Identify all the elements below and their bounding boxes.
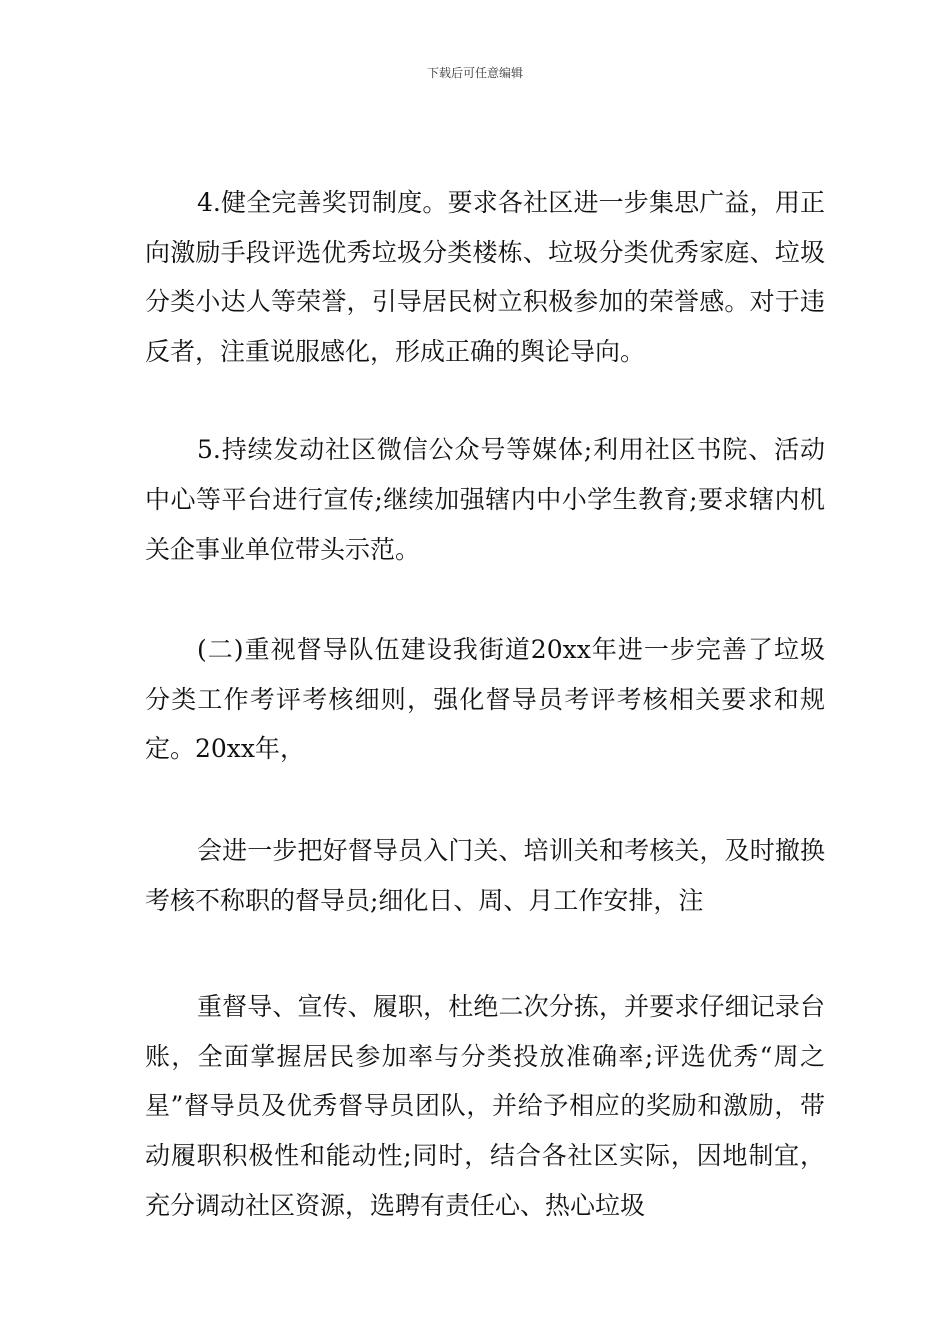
document-body — [145, 178, 825, 1230]
paragraph-media-publicity: 5.持续发动社区微信公众号等媒体;利用社区书院、活动中心等平台进行宣传;继续加强辖内中小学生教育;要求辖内机关企事业单位带头示范。 — [145, 435, 825, 564]
page-header: 下载后可任意编辑 — [426, 66, 523, 80]
paragraph-supervisor-assessment: 会进一步把好督导员入门关、培训关和考核关，及时撤换考核不称职的督导员;细化日、周、月工作安排，注 — [145, 835, 825, 915]
paragraph-supervision-duties: 重督导、宣传、履职，杜绝二次分拣，并要求仔细记录台账，全面掌握居民参加率与分类投放准确率;评选优秀“周之星”督导员及优秀督导员团队，并给予相应的奖励和激励，带动履职积极性和能动性;同时，结合各社区实际，因地制宜，充分调动社区资源，选聘有责任心、热心垃圾 — [145, 992, 825, 1220]
paragraph-supervisor-team: (二)重视督导队伍建设我街道20xx年进一步完善了垃圾分类工作考评考核细则，强化督导员考评考核相关要求和规定。20xx年， — [145, 635, 825, 764]
paragraph-reward-system: 4.健全完善奖罚制度。要求各社区进一步集思广益，用正向激励手段评选优秀垃圾分类楼栋、垃圾分类优秀家庭、垃圾分类小达人等荣誉，引导居民树立积极参加的荣誉感。对于违反者，注重说服感化，形成正确的舆论导向。 — [145, 188, 825, 366]
